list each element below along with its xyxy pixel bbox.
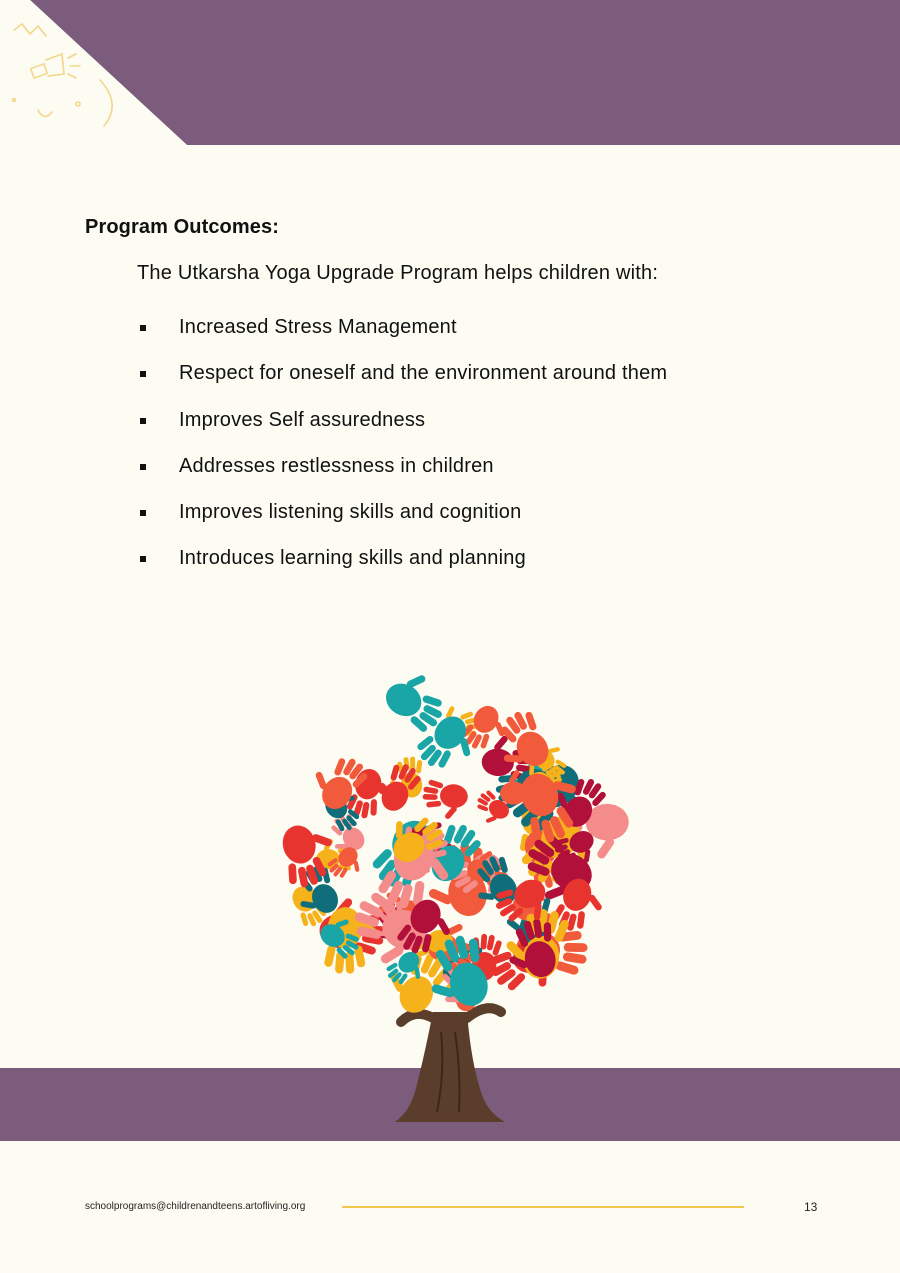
list-item (140, 362, 667, 408)
list-item (140, 409, 667, 455)
square-bullet-icon (140, 464, 146, 470)
square-bullet-icon (140, 325, 146, 331)
outcome-label: Respect for oneself and the environment around them (179, 362, 668, 385)
list-item (140, 547, 667, 593)
square-bullet-icon (140, 371, 146, 377)
list-item (140, 316, 667, 362)
list-item (140, 455, 667, 501)
list-item (140, 501, 667, 547)
handprint-tree-icon (265, 672, 635, 1132)
outcome-label: Improves listening skills and cognition (179, 501, 522, 524)
outcome-label: Addresses restlessness in children (179, 454, 494, 477)
section-heading: Program Outcomes: (85, 216, 279, 238)
square-bullet-icon (140, 556, 146, 562)
outcome-label: Increased Stress Management (179, 316, 457, 338)
square-bullet-icon (140, 418, 146, 424)
outcome-label: Introduces learning skills and planning (179, 547, 526, 570)
outcome-label: Improves Self assuredness (179, 408, 426, 431)
outcomes-list (140, 316, 667, 594)
square-bullet-icon (140, 510, 146, 516)
page-number: 13 (804, 1200, 818, 1214)
intro-text: The Utkarsha Yoga Upgrade Program helps children with: (137, 262, 659, 284)
footer-email: schoolprograms@childrenandteens.artofliving.org (85, 1201, 306, 1212)
footer-rule (342, 1206, 744, 1208)
header-band (0, 0, 900, 145)
